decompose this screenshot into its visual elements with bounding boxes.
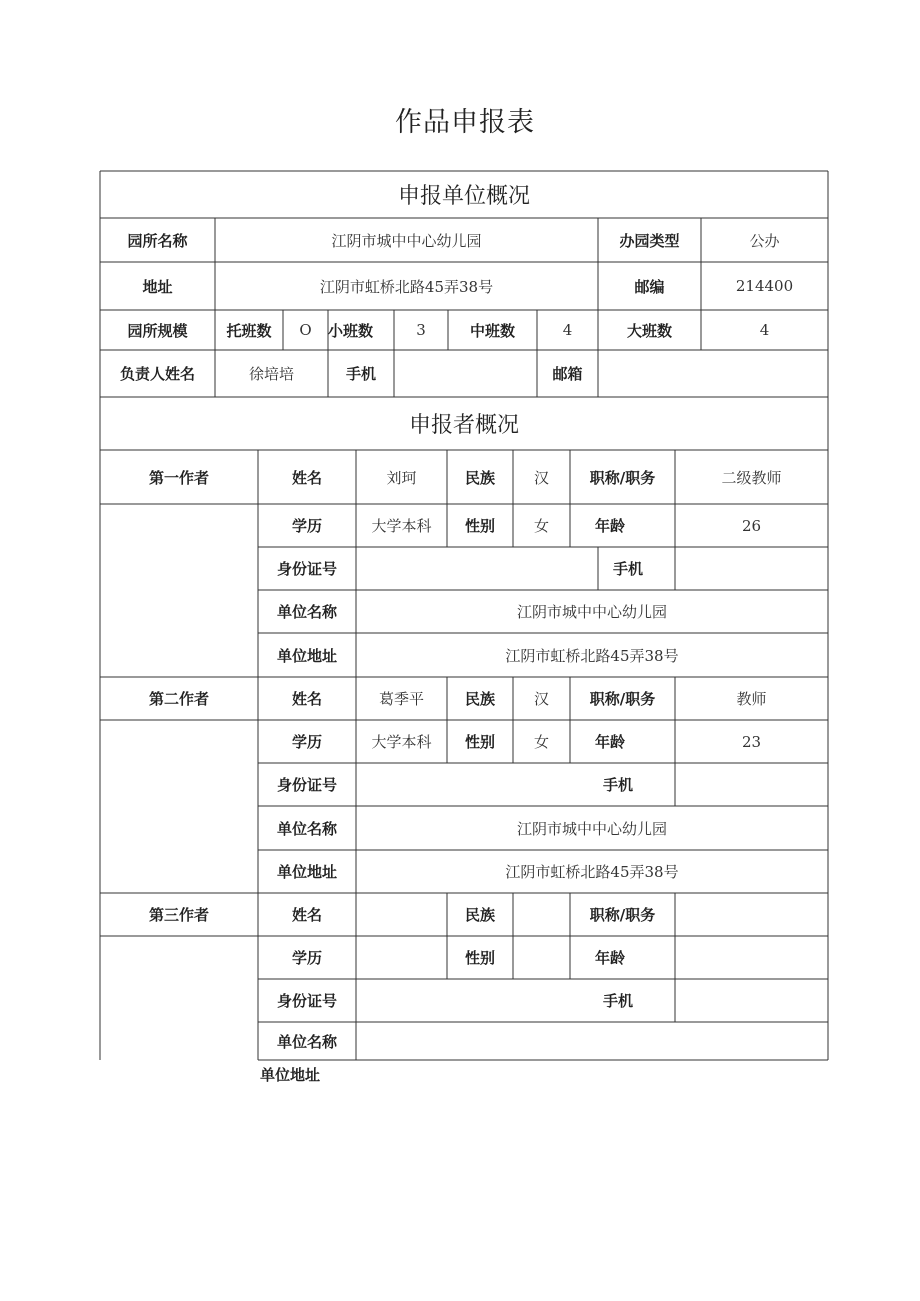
author-1-ethnicity-label: 民族 bbox=[464, 468, 495, 487]
kindergarten-name-label: 园所名称 bbox=[127, 231, 188, 250]
leader-phone-label: 手机 bbox=[345, 365, 376, 383]
scale-label: 园所规模 bbox=[127, 321, 188, 340]
author-3-age-label: 年龄 bbox=[594, 949, 625, 967]
author-1-unit-label: 单位名称 bbox=[276, 603, 337, 621]
author-3-id-field[interactable] bbox=[356, 979, 588, 1022]
author-3-gender-label: 性别 bbox=[464, 949, 495, 967]
author-3-role: 第三作者 bbox=[148, 906, 209, 924]
kindergarten-name-field[interactable]: 江阴市城中中心幼儿园 bbox=[331, 231, 482, 250]
leader-phone-field[interactable] bbox=[394, 350, 537, 397]
author-3-name-field[interactable] bbox=[356, 893, 447, 936]
author-2-education-label: 学历 bbox=[291, 733, 322, 751]
author-2-id-field[interactable] bbox=[356, 763, 588, 806]
author-1-age-label: 年龄 bbox=[594, 517, 625, 535]
unit-overview-heading: 申报单位概况 bbox=[397, 184, 530, 209]
author-2-gender-field[interactable]: 女 bbox=[533, 733, 549, 751]
author-3-education-field[interactable] bbox=[356, 936, 447, 979]
author-2-ethnicity-field[interactable]: 汉 bbox=[533, 690, 549, 708]
author-1-id-label: 身份证号 bbox=[276, 560, 337, 578]
nursery-class-label: 托班数 bbox=[226, 321, 272, 340]
author-1-name-label: 姓名 bbox=[291, 468, 322, 487]
small-class-label: 小班数 bbox=[328, 321, 374, 340]
author-2-education-field[interactable]: 大学本科 bbox=[371, 733, 432, 751]
school-type-field[interactable]: 公办 bbox=[749, 231, 780, 250]
author-3-unit-field[interactable] bbox=[356, 1022, 828, 1060]
author-1-unit-field[interactable]: 江阴市城中中心幼儿园 bbox=[516, 603, 667, 621]
author-2-title-field[interactable]: 教师 bbox=[736, 690, 767, 708]
author-2-phone-label: 手机 bbox=[602, 776, 633, 794]
author-3-name-label: 姓名 bbox=[291, 906, 322, 924]
author-1-title-field[interactable]: 二级教师 bbox=[721, 468, 782, 487]
author-2-age-field[interactable]: 23 bbox=[741, 732, 762, 751]
author-2-ethnicity-label: 民族 bbox=[464, 690, 495, 708]
author-1-title-label: 职称/职务 bbox=[589, 468, 656, 487]
author-1-gender-label: 性别 bbox=[464, 517, 495, 535]
author-3-address-label: 单位地址 bbox=[259, 1065, 320, 1084]
author-3-id-label: 身份证号 bbox=[276, 992, 337, 1010]
author-3-title-field[interactable] bbox=[675, 893, 828, 936]
author-2-address-field[interactable]: 江阴市虹桥北路45弄38号 bbox=[505, 863, 679, 881]
address-field[interactable]: 江阴市虹桥北路45弄38号 bbox=[319, 277, 494, 296]
email-label: 邮箱 bbox=[552, 365, 583, 383]
leader-name-label: 负责人姓名 bbox=[119, 365, 195, 383]
author-2-phone-field[interactable] bbox=[675, 763, 828, 806]
school-type-label: 办园类型 bbox=[619, 231, 680, 250]
author-2-name-field[interactable]: 葛季平 bbox=[378, 690, 424, 708]
author-3-unit-label: 单位名称 bbox=[276, 1032, 337, 1051]
author-1-gender-field[interactable]: 女 bbox=[533, 517, 549, 535]
email-field[interactable] bbox=[598, 350, 828, 397]
postcode-label: 邮编 bbox=[634, 277, 665, 296]
author-2-age-label: 年龄 bbox=[594, 733, 625, 751]
author-1-address-field[interactable]: 江阴市虹桥北路45弄38号 bbox=[505, 646, 679, 665]
author-3-age-field[interactable] bbox=[675, 936, 828, 979]
author-3-address-field[interactable] bbox=[356, 1062, 828, 1086]
author-2-title-label: 职称/职务 bbox=[589, 690, 656, 708]
author-2-address-label: 单位地址 bbox=[276, 863, 337, 881]
large-class-count[interactable]: 4 bbox=[759, 321, 770, 339]
author-1-name-field[interactable]: 刘珂 bbox=[386, 468, 417, 487]
author-2-id-label: 身份证号 bbox=[276, 776, 337, 794]
author-2-name-label: 姓名 bbox=[291, 690, 322, 708]
author-2-role: 第二作者 bbox=[148, 690, 209, 708]
small-class-count[interactable]: 3 bbox=[416, 321, 426, 339]
author-3-ethnicity-label: 民族 bbox=[464, 906, 495, 924]
author-1-education-label: 学历 bbox=[291, 517, 322, 535]
author-1-age-field[interactable]: 26 bbox=[741, 516, 762, 535]
author-1-id-field[interactable] bbox=[356, 547, 598, 590]
author-3-phone-field[interactable] bbox=[675, 979, 828, 1022]
middle-class-count[interactable]: 4 bbox=[562, 321, 573, 339]
large-class-label: 大班数 bbox=[626, 321, 672, 340]
address-label: 地址 bbox=[142, 277, 173, 296]
author-1-address-label: 单位地址 bbox=[276, 646, 337, 665]
author-1-phone-label: 手机 bbox=[612, 560, 643, 578]
author-2-unit-label: 单位名称 bbox=[276, 819, 337, 838]
leader-name-field[interactable]: 徐培培 bbox=[248, 365, 294, 383]
form-title: 作品申报表 bbox=[395, 107, 535, 138]
nursery-class-count[interactable]: O bbox=[299, 321, 312, 339]
author-1-role: 第一作者 bbox=[148, 468, 209, 487]
author-3-title-label: 职称/职务 bbox=[589, 906, 656, 924]
postcode-field[interactable]: 214400 bbox=[735, 277, 794, 295]
author-1-education-field[interactable]: 大学本科 bbox=[371, 517, 432, 535]
author-3-phone-label: 手机 bbox=[602, 992, 633, 1010]
author-3-gender-field[interactable] bbox=[513, 936, 570, 979]
author-1-ethnicity-field[interactable]: 汉 bbox=[533, 468, 549, 487]
middle-class-label: 中班数 bbox=[469, 321, 515, 340]
author-2-unit-field[interactable]: 江阴市城中中心幼儿园 bbox=[516, 819, 667, 838]
author-3-ethnicity-field[interactable] bbox=[513, 893, 570, 936]
author-1-phone-field[interactable] bbox=[675, 547, 828, 590]
author-3-education-label: 学历 bbox=[291, 949, 322, 967]
applicant-overview-heading: 申报者概况 bbox=[408, 413, 519, 438]
author-2-gender-label: 性别 bbox=[464, 733, 495, 751]
